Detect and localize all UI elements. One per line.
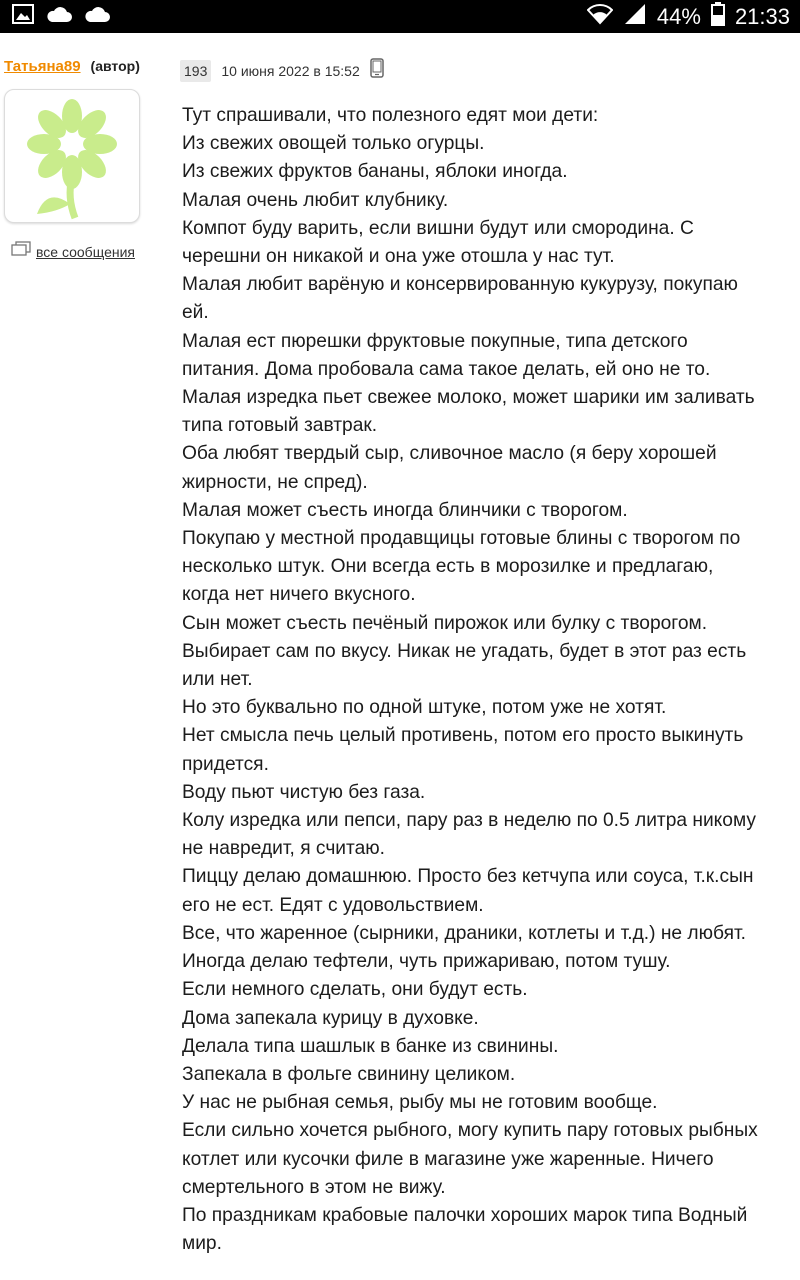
- post-line: Но это буквально по одной штуке, потом уже не хотят.: [182, 697, 667, 719]
- post-line: Малая может съесть иногда блинчики с творогом.: [182, 499, 628, 521]
- post-line: Делала типа шашлык в банке из свинины.: [182, 1035, 559, 1057]
- post-line: Малая любит варёную и консервированную кукурузу, покупаю: [182, 274, 738, 296]
- post-line: Иногда делаю тефтели, чуть прижариваю, потом тушу.: [182, 951, 671, 973]
- post-line: Компот буду варить, если вишни будут или смородина. С: [182, 217, 694, 239]
- post-line: Если сильно хочется рыбного, могу купить пару готовых рыбных: [182, 1120, 758, 1142]
- post-line: когда нет ничего вкусного.: [182, 584, 416, 606]
- post-line: питания. Дома пробовала сама такое делать, ей оно не то.: [182, 358, 711, 380]
- author-panel: [4, 58, 174, 262]
- post-line: Выбирает сам по вкусу. Никак не угадать, будет в этот раз есть: [182, 640, 747, 662]
- post-line: Нет смысла печь целый противень, потом его просто выкинуть: [182, 725, 744, 747]
- post-line: По праздникам крабовые палочки хороших марок типа Водный: [182, 1204, 748, 1226]
- post-number[interactable]: 193: [180, 60, 211, 82]
- gallery-icon: [12, 4, 34, 29]
- post-line: Если немного сделать, они будут есть.: [182, 979, 528, 1001]
- post-line: черешни он никакой и она уже отошла у нас тут.: [182, 246, 615, 268]
- post-line: типа готовый завтрак.: [182, 415, 378, 437]
- post-line: котлет или кусочки филе в магазине уже жаренные. Ничего: [182, 1148, 714, 1170]
- post-line: Малая ест пюрешки фруктовые покупные, типа детского: [182, 330, 688, 352]
- post-line: Из свежих овощей только огурцы.: [182, 133, 485, 155]
- battery-level: 44%: [656, 3, 701, 29]
- cloud-icon: [46, 5, 72, 28]
- post-line: Воду пьют чистую без газа.: [182, 781, 426, 803]
- all-messages-link[interactable]: [11, 241, 174, 262]
- post-line: Все, что жаренное (сырники, драники, котлеты и т.д.) не любят.: [182, 922, 746, 944]
- post-body: [182, 102, 782, 1258]
- post-line: Сын может съесть печёный пирожок или булку с творогом.: [182, 612, 708, 634]
- post-line: смертельного в этом не вижу.: [182, 1176, 446, 1198]
- messages-icon: [11, 241, 31, 262]
- post-line: Малая изредка пьет свежее молоко, может шарики им заливать: [182, 387, 755, 409]
- post-line: У нас не рыбная семья, рыбу мы не готовим вообще.: [182, 1092, 658, 1114]
- wifi-icon: [587, 3, 613, 30]
- post-line: Дома запекала курицу в духовке.: [182, 1007, 479, 1029]
- post-date: 10 июня 2022 в 15:52: [221, 62, 360, 79]
- clock: 21:33: [734, 3, 790, 29]
- post-line: Колу изредка или пепси, пару раз в неделю по 0.5 литра никому: [182, 810, 756, 832]
- post-header: [180, 58, 384, 83]
- post-line: жирности, не спред).: [182, 471, 368, 493]
- all-messages-label[interactable]: все сообщения: [36, 243, 135, 260]
- post-line: мир.: [182, 1233, 222, 1255]
- post-line: Малая очень любит клубнику.: [182, 189, 449, 211]
- post-line: придется.: [182, 753, 269, 775]
- flower-avatar-icon: [17, 92, 127, 220]
- post-line: его не ест. Едят с удовольствием.: [182, 894, 484, 916]
- author-tag: (автор): [90, 58, 140, 74]
- post-line: Пиццу делаю домашнюю. Просто без кетчупа или соуса, т.к.сын: [182, 866, 754, 888]
- avatar[interactable]: [4, 89, 140, 223]
- mobile-device-icon: [370, 58, 384, 83]
- battery-icon: [711, 2, 725, 31]
- post-line: не навредит, я считаю.: [182, 838, 385, 860]
- cloud-icon: [84, 5, 110, 28]
- signal-icon: [623, 3, 647, 30]
- post-line: несколько штук. Они всегда есть в морозилке и предлагаю,: [182, 556, 714, 578]
- status-bar: [0, 0, 800, 33]
- post-line: или нет.: [182, 669, 253, 691]
- post-line: Оба любят твердый сыр, сливочное масло (я беру хорошей: [182, 443, 717, 465]
- post-line: Запекала в фольге свинину целиком.: [182, 1063, 516, 1085]
- post-line: Покупаю у местной продавщицы готовые блины с творогом по: [182, 528, 741, 550]
- post-line: Тут спрашивали, что полезного едят мои дети:: [182, 105, 599, 126]
- author-name-link[interactable]: Татьяна89: [4, 58, 81, 75]
- post-line: Из свежих фруктов бананы, яблоки иногда.: [182, 161, 568, 183]
- post-line: ей.: [182, 302, 209, 324]
